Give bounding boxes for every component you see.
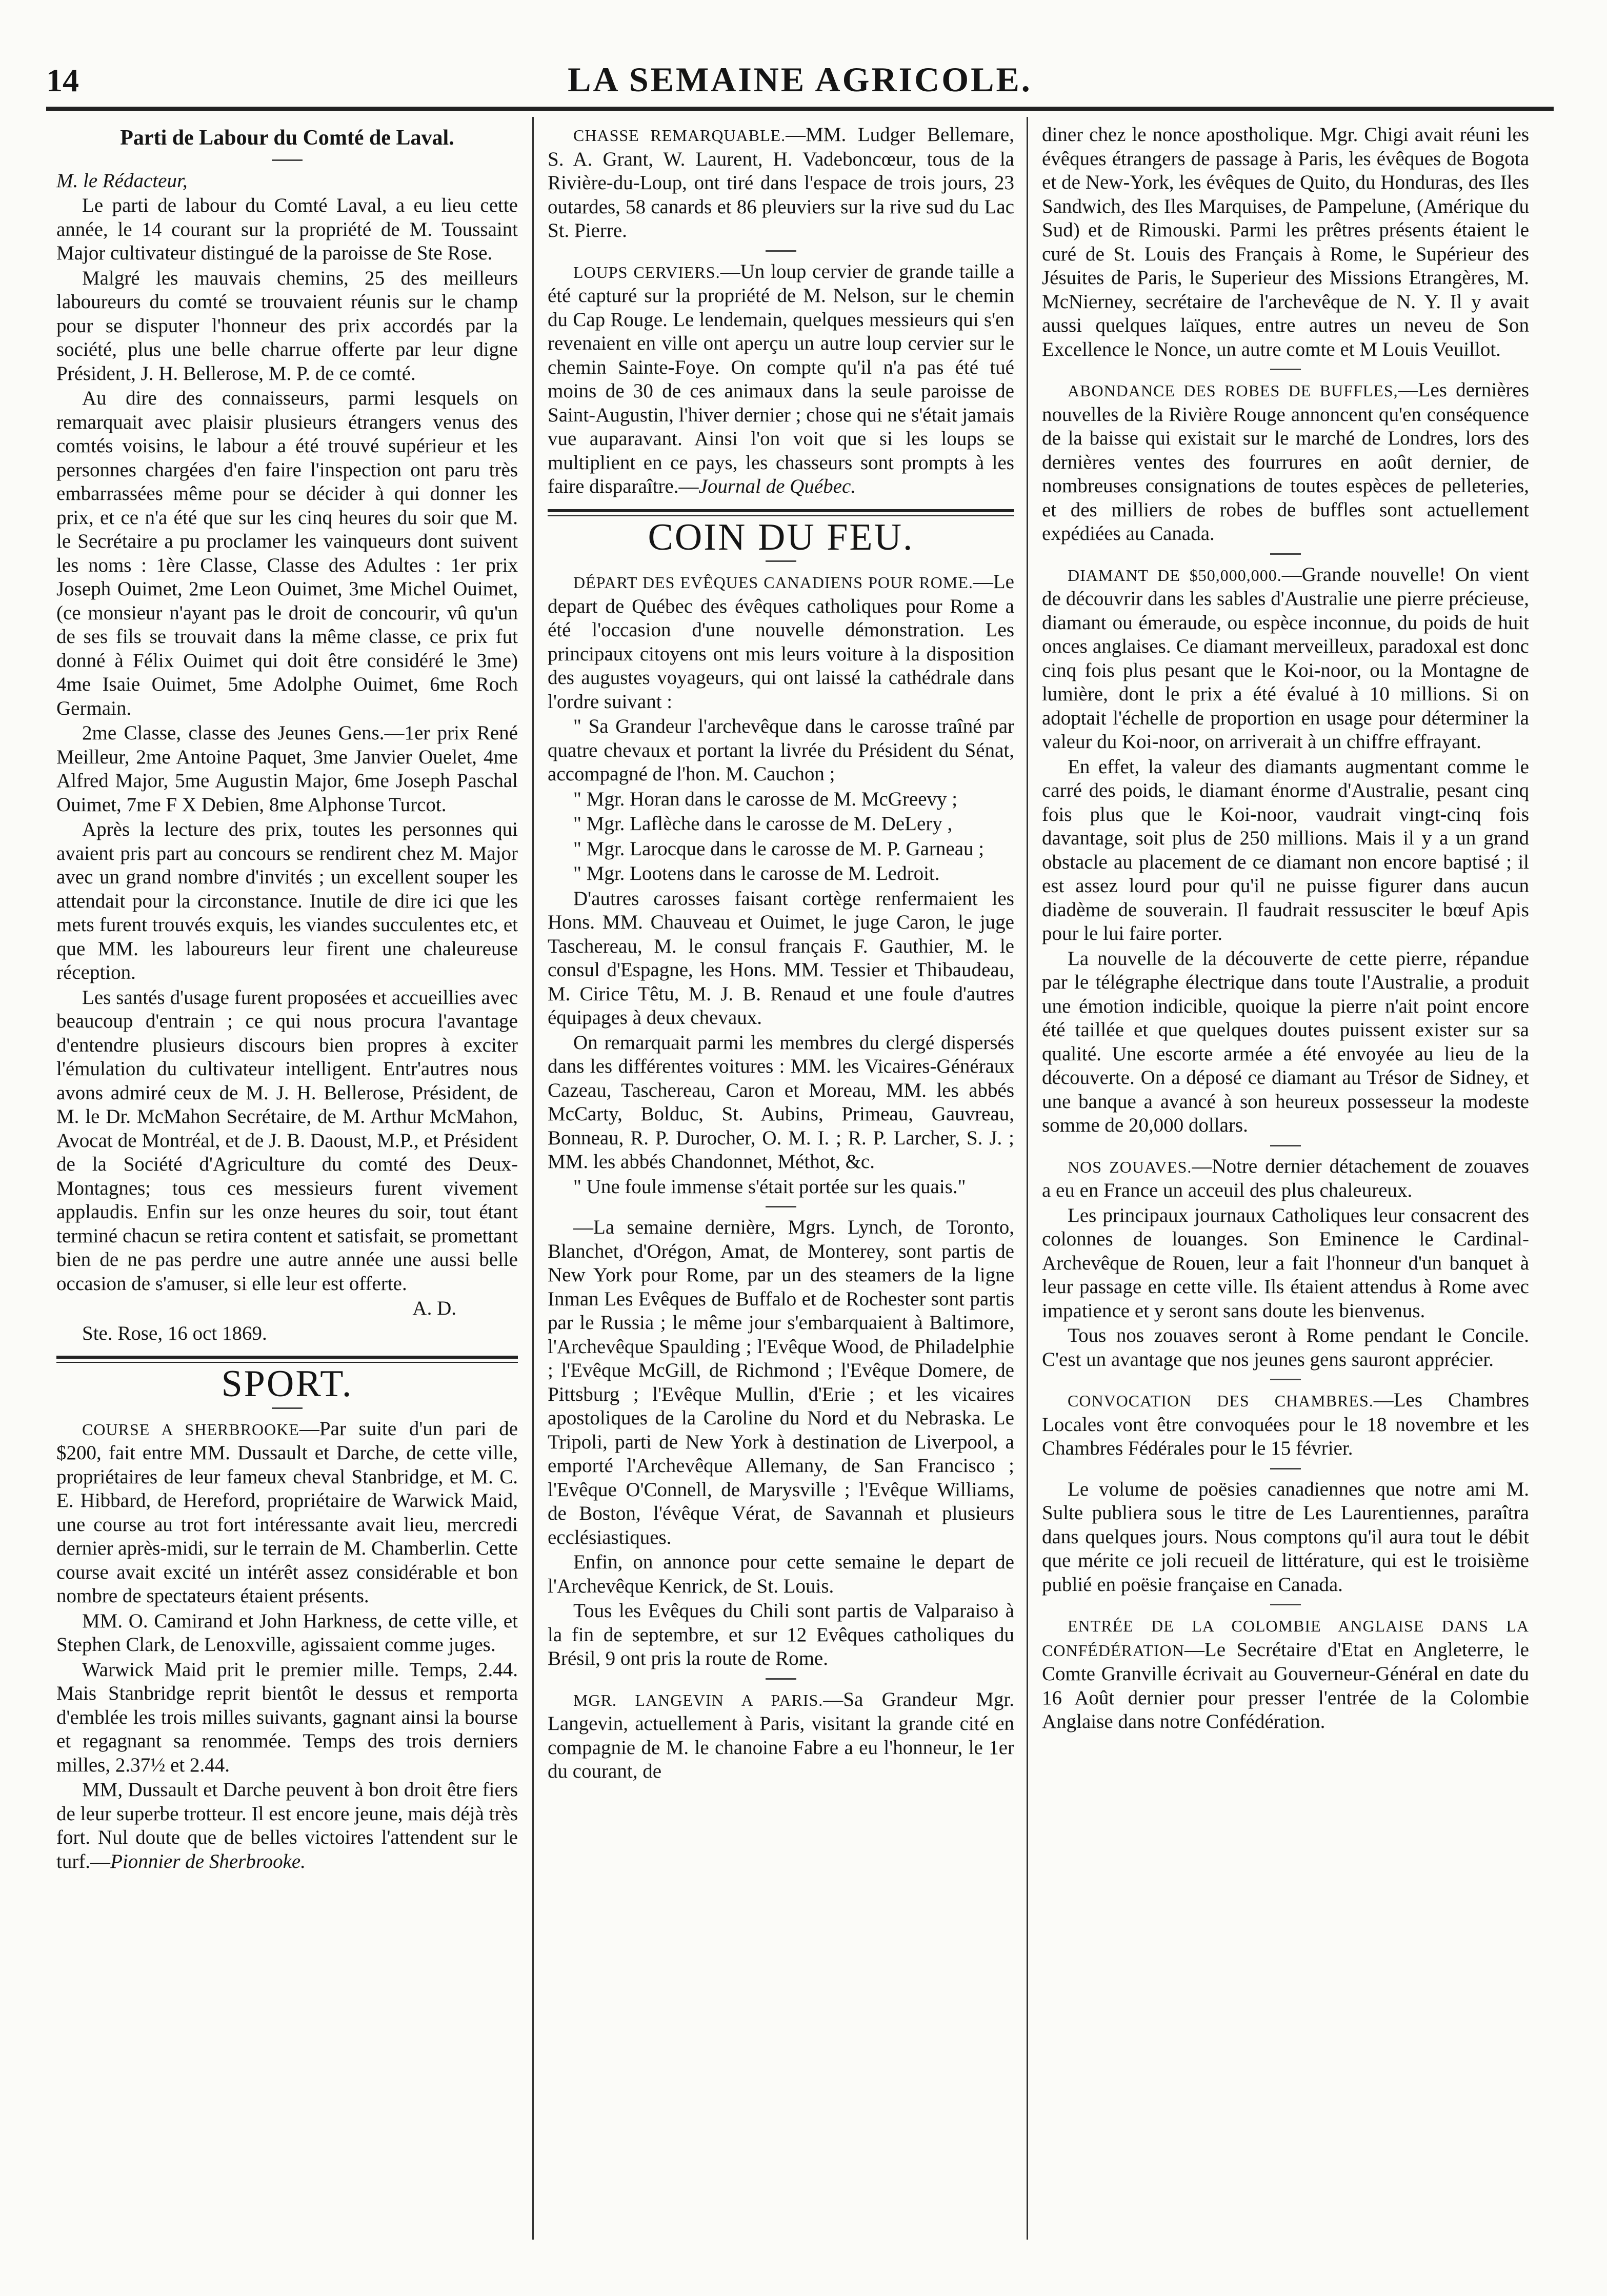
paragraph: " Mgr. Laflèche dans le carosse de M. DeLery , — [573, 813, 953, 835]
item-lead: COURSE A SHERBROOKE — [82, 1420, 299, 1439]
item-lead: ENTRÉE DE LA COLOMBIE ANGLAISE DANS LA CONFÉDÉRATION — [1042, 1617, 1529, 1660]
item-lead: LOUPS CERVIERS. — [573, 263, 720, 281]
separator — [1270, 1468, 1301, 1469]
separator — [272, 159, 303, 161]
paragraph: LOUPS CERVIERS.—Un loup cervier de grande taille a été capturé sur la propriété de M. Nelson, sur le chemin du Cap Rouge. Le lendemain, quelques messieurs qui s'en revenaient en ville ont aperçu un autre loup cervier sur le chemin Sainte-Foye. On compte qu'il n'a pas été tué moins de 30 de ces animaux dans la seule paroisse de Saint-Augustin, l'hiver dernier ; chose qui ne s'était jamais vue auparavant. Ainsi l'on voit que si les loups se multiplient en ce pays, les chasseurs sont prompts à les faire disparaître.—Journal de Québec. — [548, 260, 1014, 497]
source: Pionnier de Sherbrooke. — [110, 1850, 306, 1872]
paragraph: Les principaux journaux Catholiques leur consacrent des colonnes de louanges. Son Eminence le Cardinal-Archevêque de Rouen, leur a fait l'honneur d'un banquet à leur passage en cette ville. Ils étaient attendus à Rome avec impatience et y seront sans doute les bienvenus. — [1042, 1204, 1529, 1322]
separator — [766, 1206, 796, 1207]
paragraph: " Mgr. Larocque dans le carosse de M. P. Garneau ; — [573, 837, 985, 860]
dateline: Ste. Rose, 16 oct 1869. — [82, 1322, 267, 1344]
paragraph: " Une foule immense s'était portée sur les quais." — [573, 1175, 966, 1198]
separator — [1270, 553, 1301, 555]
paragraph: On remarquait parmi les membres du clergé dispersés dans les différentes voitures : MM. les Vicaires-Généraux Cazeau, Taschereau, Caron et Moreau, MM. les abbés McCarty, Bolduc, St. Aubins, Primeau, Gauvreau, Bonneau, R. P. Durocher, O. M. I. ; R. P. Larcher, S. J. ; MM. les abbés Chandonnet, Méthot, &c. — [548, 1031, 1014, 1173]
header-rule — [46, 107, 1554, 111]
separator — [1270, 1604, 1301, 1605]
paragraph: diner chez le nonce apostholique. Mgr. Chigi avait réuni les évêques étrangers de passage à Paris, les évêques de Bogota et de New-York, les évêques de Quito, du Honduras, des Iles Sandwich, des Iles Marquises, de Pampelune, (Amérique du Sud) et de Rimouski. Parmi les prêtres présents étaient le curé de St. Louis des Français à Rome, le Supérieur des Jésuites de Paris, le Superieur des Missions Etrangères, M. McNierney, secrétaire de l'archevêque de N. Y. Il y avait aussi quelques laïques, entre autres un neveu de Son Excellence le Nonce, un autre comte et M Louis Veuillot. — [1042, 124, 1529, 360]
column-divider — [532, 117, 534, 2240]
paragraph: Warwick Maid prit le premier mille. Temps, 2.44. Mais Stanbridge reprit bientôt le dessus et remporta d'emblée les trois milles suivants, gagnant ainsi la bourse et regagnant sa renommée. Temps des trois derniers milles, 2.37½ et 2.44. — [56, 1658, 518, 1776]
separator — [1270, 1379, 1301, 1380]
item-lead: MGR. LANGEVIN A PARIS. — [573, 1690, 823, 1709]
paragraph: NOS ZOUAVES.—Notre dernier détachement de zouaves a eu en France un acceuil des plus chaleureux. — [1042, 1155, 1529, 1201]
paragraph: " Mgr. Horan dans le carosse de M. McGreevy ; — [573, 788, 958, 810]
paragraph: Tous nos zouaves seront à Rome pendant le Concile. C'est un avantage que nos jeunes gens sauront apprécier. — [1042, 1324, 1529, 1371]
paragraph: D'autres carosses faisant cortège renfermaient les Hons. MM. Chauveau et Ouimet, le juge Caron, le juge Taschereau, M. le consul français F. Gauthier, M. le consul d'Espagne, les Hons. MM. Tessier et Thibaudeau, M. Cirice Têtu, M. J. B. Renaud et une foule d'autres équipages à deux chevaux. — [548, 887, 1014, 1029]
paragraph: En effet, la valeur des diamants augmentant comme le carré des poids, le diamant énorme d'Australie, pesant cinq fois plus que le Koi-noor, vaudrait vingt-cinq fois davantage, soit plus de 250 millions. Mais il y a un grand obstacle au placement de ce diamant non encore baptisé ; il est assez lourd pour qu'il ne puisse figurer dans aucun diadème de souverain. Il faudrait ressusciter le bœuf Apis pour le lui faire porter. — [1042, 755, 1529, 944]
source: Journal de Québec. — [698, 475, 856, 497]
paragraph: Enfin, on annonce pour cette semaine le depart de l'Archevêque Kenrick, de St. Louis. — [548, 1551, 1014, 1597]
paragraph: ABONDANCE DES ROBES DE BUFFLES,—Les dernières nouvelles de la Rivière Rouge annoncent qu'en conséquence de la baisse qui existait sur le marché de Londres, lors des dernières ventes des fourrures en août dernier, de nombreuses consignations de toutes espèces de pelleteries, et des milliers de robes de buffles sont actuellement expédiées au Canada. — [1042, 379, 1529, 545]
paragraph: " Mgr. Lootens dans le carosse de M. Ledroit. — [573, 862, 940, 884]
page-number: 14 — [46, 62, 79, 98]
paragraph: —La semaine dernière, Mgrs. Lynch, de Toronto, Blanchet, d'Orégon, Amat, de Monterey, sont partis de New York pour Rome, par un des steamers de la ligne Inman Les Evêques de Buffalo et de Rochester sont partis par le Russia ; le même jour s'embarquaient à Baltimore, l'Archevêque Spaulding ; l'Evêque Wood, de Philadelphie ; l'Evêque McGill, de Richmond ; l'Evêque Domere, de Pittsburg ; l'Evêque Mullin, d'Erie ; et les vicaires apostoliques de la Caroline du Nord et du Nebraska. Le Tripoli, parti de New York à destination de Liverpool, a emporté l'Archevêque Allemany, de San Francisco ; l'Evêque O'Connell, de Marysville ; l'Evêque Williams, de Boston, l'évêque Vérat, de Savannah et plusieurs ecclésiastiques. — [548, 1216, 1014, 1548]
column-divider — [1027, 117, 1028, 2240]
paragraph: 2me Classe, classe des Jeunes Gens.—1er prix René Meilleur, 2me Antoine Paquet, 3me Janvier Ouelet, 4me Alfred Major, 5me Augustin Major, 6me Joseph Paschal Ouimet, 7me F X Debien, 8me Alphonse Turcot. — [56, 722, 518, 816]
paragraph: DÉPART DES EVÊQUES CANADIENS POUR ROME.—Le depart de Québec des évêques catholiques pour Rome a été l'occasion d'une nouvelle démonstration. Les principaux citoyens ont mis leurs voiture à la disposition des augustes voyageurs, qui ont laissé la cathédrale dans l'ordre suivant : — [548, 571, 1014, 713]
item-lead: DIAMANT DE $50,000,000. — [1068, 566, 1282, 585]
section-title-coin: COIN DU FEU. — [648, 516, 914, 558]
item-lead: ABONDANCE DES ROBES DE BUFFLES, — [1068, 381, 1398, 400]
separator — [1270, 1145, 1301, 1146]
paragraph: CHASSE REMARQUABLE.—MM. Ludger Bellemare, S. A. Grant, W. Laurent, H. Vadeboncœur, tous de la Rivière-du-Loup, ont tiré dans l'espace de trois jours, 23 outardes, 58 canards et 86 pleuviers sur la rive sud du Lac St. Pierre. — [548, 124, 1014, 241]
paragraph: Malgré les mauvais chemins, 25 des meilleurs laboureurs du comté se trouvaient réunis sur le champ pour se disputer l'honneur des prix accordés par la société, plus une belle charrue offerte par leur digne Président, J. H. Bellerose, M. P. de ce comté. — [56, 267, 518, 385]
paragraph: Le volume de poësies canadiennes que notre ami M. Sulte publiera sous le titre de Les Laurentiennes, paraîtra dans quelques jours. Nous comptons qu'il aura tout le débit que mérite ce joli recueil de littérature, qui est le troisième publié en poësie française en Canada. — [1042, 1478, 1529, 1596]
signature: A. D. — [412, 1297, 456, 1319]
article-title: Parti de Labour du Comté de Laval. — [120, 126, 454, 150]
paragraph: Après la lecture des prix, toutes les personnes qui avaient pris part au concours se rendirent chez M. Major avec un grand nombre d'invités ; un excellent souper les attendait pour la circonstance. Inutile de dire ici que les mets furent trouvés exquis, les viandes succulentes etc, et que MM. les laboureurs leur firent une chaleureuse réception. — [56, 818, 518, 983]
section-rule — [548, 509, 1014, 512]
paragraph: MM. O. Camirand et John Harkness, de cette ville, et Stephen Clark, de Lenoxville, agissaient comme juges. — [56, 1609, 518, 1656]
separator — [766, 560, 796, 562]
separator — [272, 1407, 303, 1409]
paragraph: Au dire des connaisseurs, parmi lesquels on remarquait avec plaisir plusieurs étrangers venus des comtés voisins, le labour a été trouvé supérieur et les personnes chargées d'en faire l'inspection ont paru très embarrassées même pour se décider à qui donner les prix, et ce n'a été que sur les cinq heures du soir que M. le Secrétaire a pu proclamer les vainqueurs dont suivent les noms : 1ère Classe, Classe des Adultes : 1er prix Joseph Ouimet, 2me Leon Ouimet, 3me Michel Ouimet, (ce monsieur n'ayant pas le droit de concourir, vû qu'un de ses fils se trouvait dans la même classe, ce prix fut donné à Félix Ouimet qui doit être considéré le 3me) 4me Isaie Ouimet, 5me Adolphe Ouimet, 6me Roch Germain. — [56, 387, 518, 719]
column-2 — [548, 123, 1014, 2240]
paragraph: COURSE A SHERBROOKE—Par suite d'un pari de $200, fait entre MM. Dussault et Darche, de cette ville, propriétaires de leur fameux cheval Stanbridge, et M. C. E. Hibbard, de Hereford, propriétaire de Warwick Maid, une course au trot fort intéressante avait lieu, mercredi dernier après-midi, sur le terrain de M. Chamberlin. Cette course avait excité un intérêt assez considérable et bon nombre de spectateurs étaient présents. — [56, 1417, 518, 1607]
item-lead: CONVOCATION DES CHAMBRES. — [1068, 1392, 1374, 1410]
paragraph: La nouvelle de la découverte de cette pierre, répandue par le télégraphe électrique dans toute l'Australie, a produit une émotion indicible, quoique la pierre n'ait point encore été taillée et que quelques doutes puissent exister sur sa qualité. Une escorte armée a été envoyée au lieu de la découverte. On a déposé ce diamant au Trésor de Sidney, et une banque a avancé à son heureux possesseur la modeste somme de 20,000 dollars. — [1042, 947, 1529, 1136]
masthead: LA SEMAINE AGRICOLE. — [568, 60, 1032, 99]
section-title-sport: SPORT. — [221, 1363, 353, 1405]
column-3 — [1042, 123, 1529, 2240]
paragraph: ENTRÉE DE LA COLOMBIE ANGLAISE DANS LA CONFÉDÉRATION—Le Secrétaire d'Etat en Angleterre, le Comte Granville écrivait au Gouverneur-Général en date du 16 Août dernier pour presser l'entrée de la Colombie Anglaise dans notre Confédération. — [1042, 1617, 1529, 1733]
paragraph: " Sa Grandeur l'archevêque dans le carosse traîné par quatre chevaux et portant la livrée du Président du Sénat, accompagné de l'hon. M. Cauchon ; — [548, 715, 1014, 785]
paragraph: MGR. LANGEVIN A PARIS.—Sa Grandeur Mgr. Langevin, actuellement à Paris, visitant la grande cité en compagnie de M. le chanoine Fabre a eu l'honneur, le 1er du courant, de — [548, 1688, 1014, 1782]
separator — [766, 1678, 796, 1680]
paragraph: MM, Dussault et Darche peuvent à bon droit être fiers de leur superbe trotteur. Il est encore jeune, mais déjà très fort. Nul doute que de belles victoires l'attendent sur le turf.—Pionnier de Sherbrooke. — [56, 1779, 518, 1872]
salutation: M. le Rédacteur, — [56, 169, 188, 192]
paragraph: DIAMANT DE $50,000,000.—Grande nouvelle! On vient de découvrir dans les sables d'Australie une pierre précieuse, diamant ou émeraude, ou espèce inconnue, du poids de huit onces anglaises. Ce diamant merveilleux, paradoxal est donc cinq fois plus pesant que le Koi-noor, ou la Montagne de lumière, dont le prix a été évalué à 10 millions. Si on adoptait l'échelle de proportion en usage pour déterminer la valeur du Koi-noor, on arriverait à un chiffre effrayant. — [1042, 563, 1529, 753]
column-1 — [56, 123, 518, 2240]
section-rule — [56, 1356, 518, 1359]
paragraph: Les santés d'usage furent proposées et accueillies avec beaucoup d'entrain ; ce qui nous procura l'avantage d'entendre plusieurs discours bien propres à exciter l'émulation du cultivateur intelligent. Entr'autres nous avons admiré ceux de M. J. H. Bellerose, Président, de M. le Dr. McMahon Secrétaire, de M. Arthur McMahon, Avocat de Montréal, et de J. B. Daoust, M.P., et Président de la Société d'Agriculture du comté des Deux-Montagnes; tous ces messieurs furent vivement applaudis. Enfin sur les onze heures du soir, tout étant terminé chacun se retira content et satisfait, se promettant bien de ne pas perdre une autre année une aussi belle occasion de s'amuser, si elle leur est offerte. — [56, 986, 518, 1295]
separator — [1270, 369, 1301, 370]
item-lead: DÉPART DES EVÊQUES CANADIENS POUR ROME. — [573, 573, 973, 592]
item-lead: NOS ZOUAVES. — [1068, 1157, 1192, 1176]
page-header — [46, 57, 1554, 100]
paragraph: Tous les Evêques du Chili sont partis de Valparaiso à la fin de septembre, et sur 12 Evêques catholiques du Brésil, 9 ont pris la route de Rome. — [548, 1600, 1014, 1669]
separator — [766, 250, 796, 252]
paragraph: Le parti de labour du Comté Laval, a eu lieu cette année, le 14 courant sur la propriété de M. Toussaint Major cultivateur distingué de la paroisse de Ste Rose. — [56, 194, 518, 264]
paragraph: CONVOCATION DES CHAMBRES.—Les Chambres Locales vont être convoquées pour le 18 novembre et les Chambres Fédérales pour le 15 février. — [1042, 1389, 1529, 1459]
item-lead: CHASSE REMARQUABLE. — [573, 126, 786, 145]
